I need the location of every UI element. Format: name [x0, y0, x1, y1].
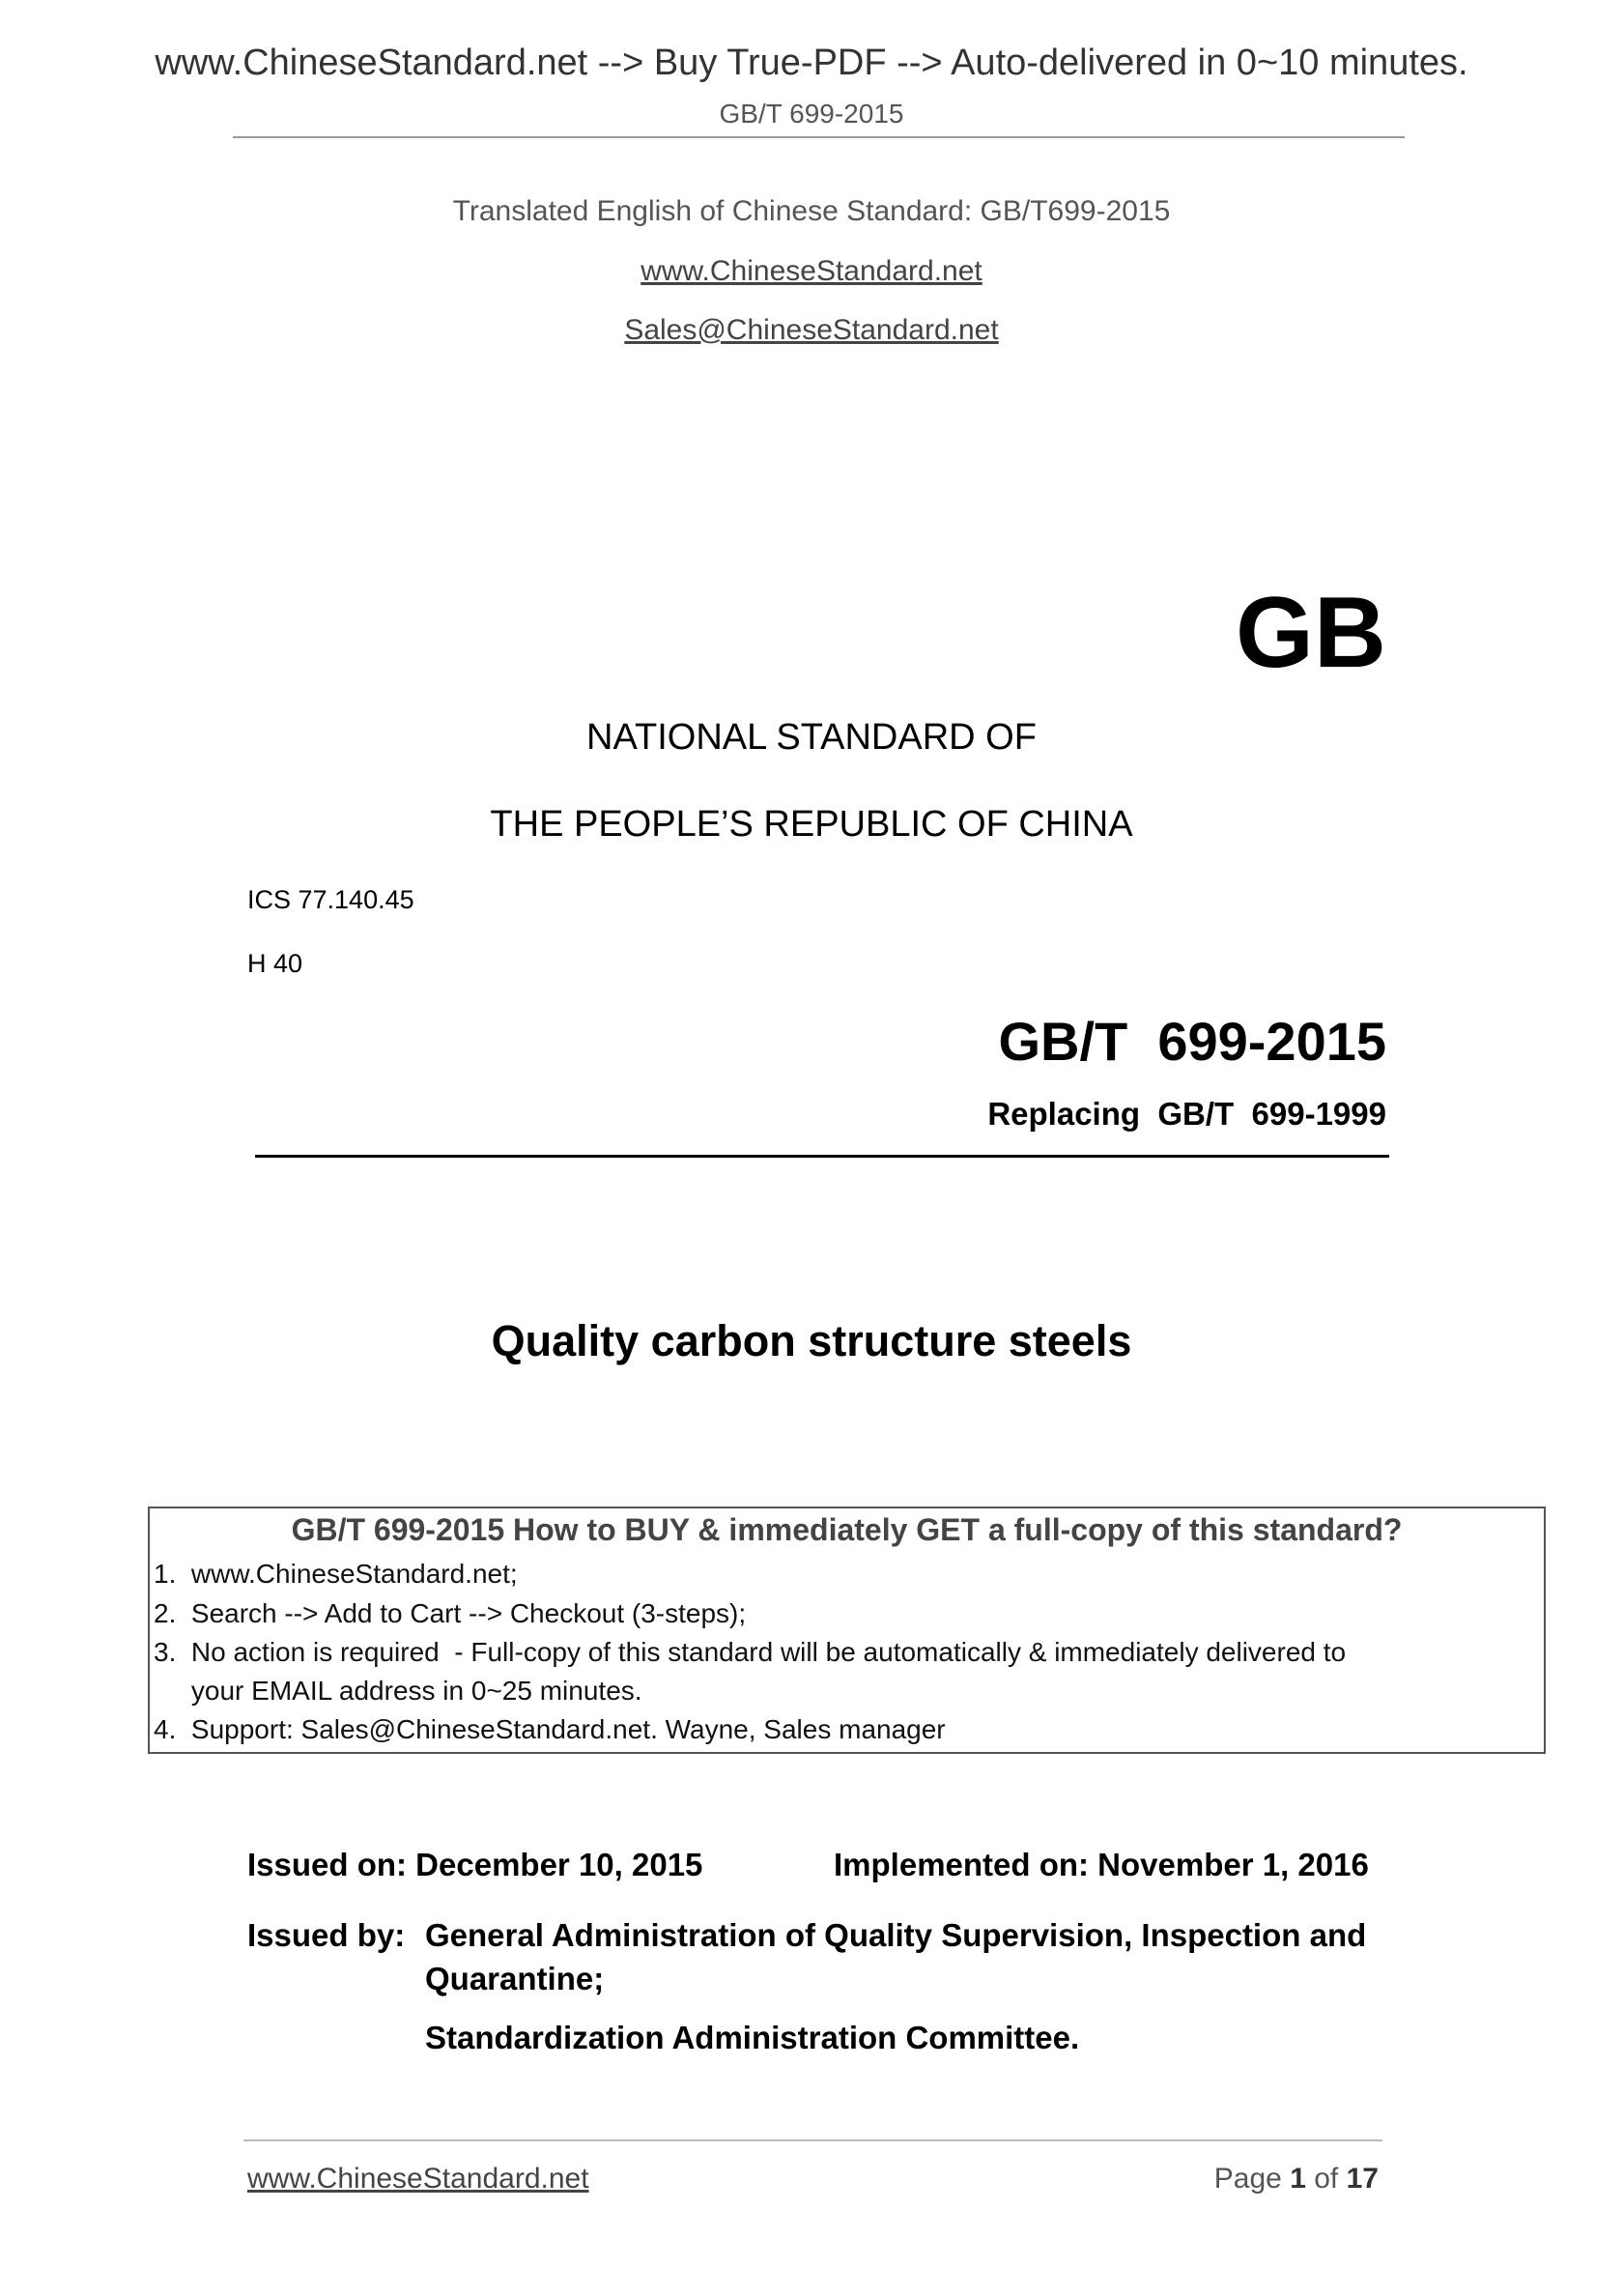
buy-step: your EMAIL address in 0~25 minutes.: [154, 1676, 642, 1706]
buy-step: 3. No action is required - Full-copy of this standard will be automatically & immediately delivered to: [154, 1637, 1347, 1667]
page-label: Page: [1213, 2163, 1282, 2195]
header-banner: www.ChineseStandard.net --> Buy True-PDF --> Auto-delivered in 0~10 minutes.: [155, 43, 1468, 83]
implemented-on: Implemented on: November 1, 2016: [834, 1847, 1369, 1882]
issued-by-org-1: General Administration of Quality Supervision, Inspection and: [425, 1917, 1367, 1953]
standard-number: GB/T 699-2015: [998, 1011, 1386, 1072]
page-current: 1: [1290, 2163, 1306, 2195]
buy-step: 4. Support: Sales@ChineseStandard.net. Wayne, Sales manager: [154, 1714, 946, 1744]
buy-step: 2. Search --> Add to Cart --> Checkout (3-steps);: [154, 1598, 747, 1628]
buy-info-box: [148, 1507, 1546, 1754]
page-of: of: [1314, 2163, 1339, 2195]
translated-note: Translated English of Chinese Standard: GB/T699-2015: [452, 195, 1171, 227]
page-total: 17: [1346, 2163, 1379, 2195]
cover-rule: [255, 1155, 1389, 1158]
issued-on: Issued on: December 10, 2015: [247, 1847, 703, 1882]
issued-by-org-1-cont: Quarantine;: [425, 1961, 605, 1996]
standard-title: Quality carbon structure steels: [491, 1316, 1132, 1365]
gb-mark: GB: [1236, 577, 1386, 689]
buy-box-title: GB/T 699-2015 How to BUY & immediately GET a full-copy of this standard?: [291, 1512, 1403, 1547]
running-head: GB/T 699-2015: [719, 99, 904, 129]
issued-by-label: Issued by:: [247, 1917, 406, 1953]
page-indicator: [1214, 2163, 1379, 2196]
national-line-2: THE PEOPLE’S REPUBLIC OF CHINA: [490, 804, 1133, 845]
buy-step: 1. www.ChineseStandard.net;: [154, 1559, 518, 1589]
replacing-standard: Replacing GB/T 699-1999: [987, 1096, 1386, 1132]
footer-divider: [243, 2139, 1382, 2141]
ics-code: ICS 77.140.45: [247, 885, 414, 914]
national-line-1: NATIONAL STANDARD OF: [586, 717, 1037, 758]
footer-website-link[interactable]: www.ChineseStandard.net: [247, 2163, 589, 2195]
issued-by-org-2: Standardization Administration Committee.: [425, 2020, 1080, 2055]
email-link[interactable]: Sales@ChineseStandard.net: [624, 314, 999, 346]
website-link[interactable]: www.ChineseStandard.net: [641, 255, 982, 287]
header-divider: [233, 136, 1405, 138]
ccs-code: H 40: [247, 949, 303, 978]
